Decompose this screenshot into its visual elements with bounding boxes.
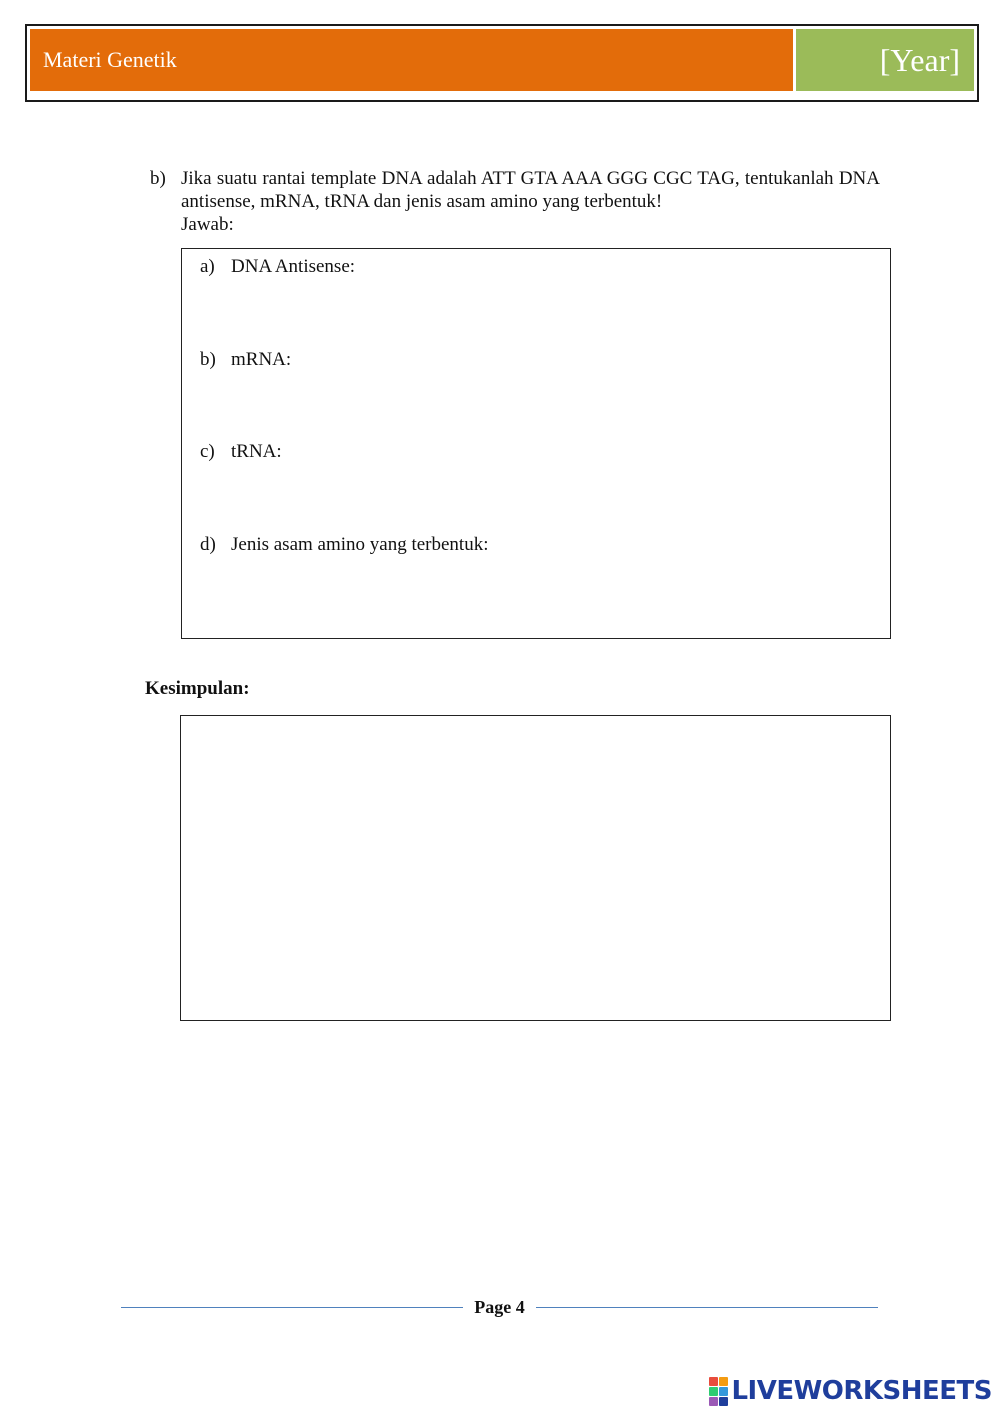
answer-label-trna: tRNA: xyxy=(231,441,282,462)
conclusion-label: Kesimpulan: xyxy=(145,678,250,699)
footer-line-right xyxy=(536,1307,878,1308)
answer-label: Jawab: xyxy=(181,214,234,235)
answer-label-amino-acid: Jenis asam amino yang terbentuk: xyxy=(231,534,489,555)
question-marker: b) xyxy=(150,168,166,189)
answer-label-mrna: mRNA: xyxy=(231,349,292,370)
question-body xyxy=(181,167,880,236)
page-header xyxy=(25,24,979,102)
answer-marker: d) xyxy=(200,534,216,555)
answer-item-dna-antisense xyxy=(200,256,355,278)
page-footer xyxy=(121,1295,878,1319)
question-b xyxy=(150,167,880,236)
answer-item-trna xyxy=(200,441,282,463)
brand-watermark xyxy=(709,1376,992,1406)
conclusion-box[interactable] xyxy=(180,715,891,1021)
brand-text: LIVEWORKSHEETS xyxy=(731,1376,992,1406)
footer-line-left xyxy=(121,1307,463,1308)
answer-label-dna-antisense: DNA Antisense: xyxy=(231,256,356,277)
answer-item-mrna xyxy=(200,349,291,371)
liveworksheets-logo-icon xyxy=(709,1377,728,1406)
answer-item-amino-acid xyxy=(200,534,489,556)
header-title: Materi Genetik xyxy=(30,29,793,91)
answer-marker: c) xyxy=(200,441,215,462)
answer-marker: b) xyxy=(200,349,216,370)
answer-marker: a) xyxy=(200,256,215,277)
question-text: Jika suatu rantai template DNA adalah ATT GTA AAA GGG CGC TAG, tentukanlah DNA antisense, mRNA, tRNA dan jenis asam amino yang terbentuk! xyxy=(181,168,880,212)
page-number: Page 4 xyxy=(474,1296,525,1317)
answer-box[interactable] xyxy=(181,248,891,639)
header-year: [Year] xyxy=(796,29,974,91)
